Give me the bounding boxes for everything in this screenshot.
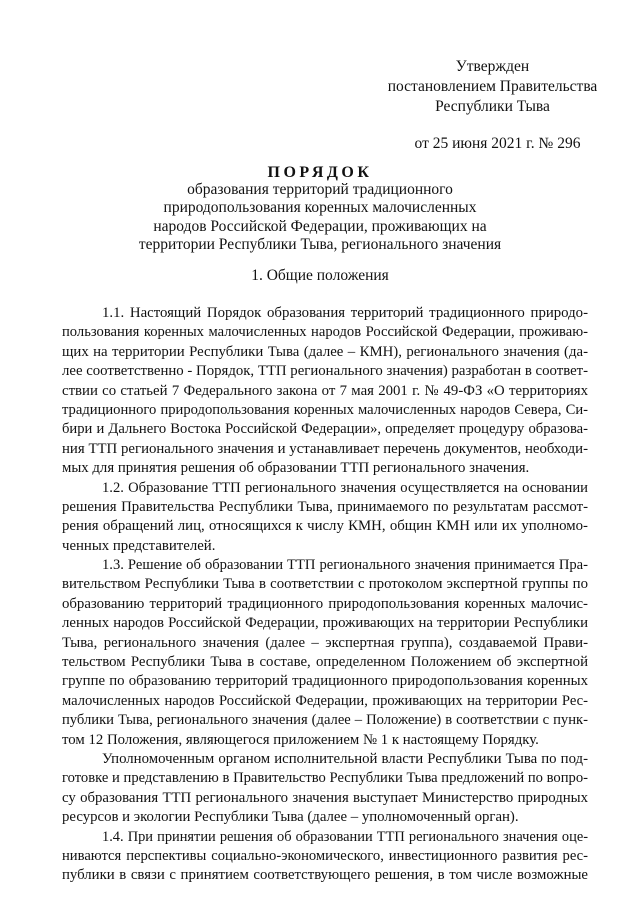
subtitle-line: образования территорий традиционного: [187, 181, 453, 198]
subtitle-line: народов Российской Федерации, проживающих на: [153, 217, 487, 235]
approval-line: Утвержден: [455, 58, 530, 75]
section-heading: 1. Общие положения: [251, 267, 389, 284]
body-line: ленных народов Российской Федерации, проживающих на территории Республики: [62, 615, 588, 632]
body-line: группе по образованию территорий традиционного природопользования коренных: [62, 673, 588, 690]
subtitle-line: территории Республики Тыва, регионального значения: [138, 236, 502, 254]
document-subtitle: [60, 181, 580, 255]
subtitle-line: природопользования коренных малочисленных: [163, 199, 477, 217]
body-line: Тыва, регионального значения (далее – экспертная группа), создаваемой Прави-: [62, 634, 588, 651]
body-line: традиционного природопользования коренных малочисленных народов Севера, Си-: [62, 401, 588, 418]
decree-date: от 25 июня 2021 г. № 296: [414, 135, 581, 152]
body-line: 1.1. Настоящий Порядок образования территорий традиционного природо-: [102, 305, 588, 321]
body-line: Уполномоченным органом исполнительной власти Республики Тыва по под-: [102, 750, 588, 767]
approval-line: Республики Тыва: [435, 98, 550, 115]
body-line: су образования ТТП регионального значения выступает Министерство природных: [62, 789, 588, 806]
body-line: ниваются перспективы социально-экономического, инвестиционного развития рес-: [62, 847, 588, 864]
body-line: ния ТТП регионального значения и устанавливает перечень документов, необходи-: [62, 440, 588, 457]
body-line: ствии со статьей 7 Федерального закона от 7 мая 2001 г. № 49-ФЗ «О территориях: [62, 382, 588, 399]
body-line: том 12 Положения, являющегося приложением № 1 к настоящему Порядку.: [62, 731, 539, 748]
approval-line: постановлением Правительства: [387, 78, 598, 95]
body-line: щих на территории Республики Тыва (далее – КМН), регионального значения (да-: [62, 343, 588, 360]
body-line: вительством Республики Тыва в соответствии с протоколом экспертной группы по: [62, 576, 588, 593]
body-line: лее соответственно - Порядок, ТТП регионального значения) разработан в соответ-: [62, 363, 588, 380]
document-title: ПОРЯДОК: [267, 164, 373, 181]
body-line: мых для принятия решения об образовании ТТП регионального значения.: [62, 460, 530, 477]
body-line: публики Тыва, регионального значения (далее – Положение) в соответствии с пунк-: [62, 712, 588, 729]
body-line: тельством Республики Тыва в составе, определенном Положением об экспертной: [62, 654, 588, 671]
body-line: ченных представителей.: [62, 537, 216, 554]
body-line: ресурсов и экологии Республики Тыва (далее – уполномоченный орган).: [62, 809, 519, 826]
body-line: малочисленных народов Российской Федерации, проживающих на территории Рес-: [62, 692, 588, 709]
body-line: 1.4. При принятии решения об образовании ТТП регионального значения оце-: [102, 828, 588, 845]
approval-block: [385, 57, 600, 117]
body-line: 1.3. Решение об образовании ТТП регионального значения принимается Пра-: [102, 557, 588, 574]
body-line: рения обращений лиц, относящихся к числу КМН, общин КМН или их уполномо-: [62, 518, 588, 535]
body-line: готовке и представлению в Правительство Республики Тыва предложений по вопро-: [62, 770, 588, 787]
body-line: решения Правительства Республики Тыва, принимаемого по результатам рассмот-: [62, 498, 588, 515]
body-line: образованию территорий традиционного природопользования коренных малочис-: [62, 595, 588, 612]
body-line: 1.2. Образование ТТП регионального значения осуществляется на основании: [102, 479, 588, 496]
body-line: публики в связи с принятием соответствующего решения, в том числе возможные: [62, 867, 588, 884]
body-line: бири и Дальнего Востока Российской Федерации», определяет процедуру образова-: [62, 421, 588, 438]
body-text: [62, 304, 588, 886]
body-line: пользования коренных малочисленных народов Российской Федерации, проживаю-: [62, 324, 588, 341]
